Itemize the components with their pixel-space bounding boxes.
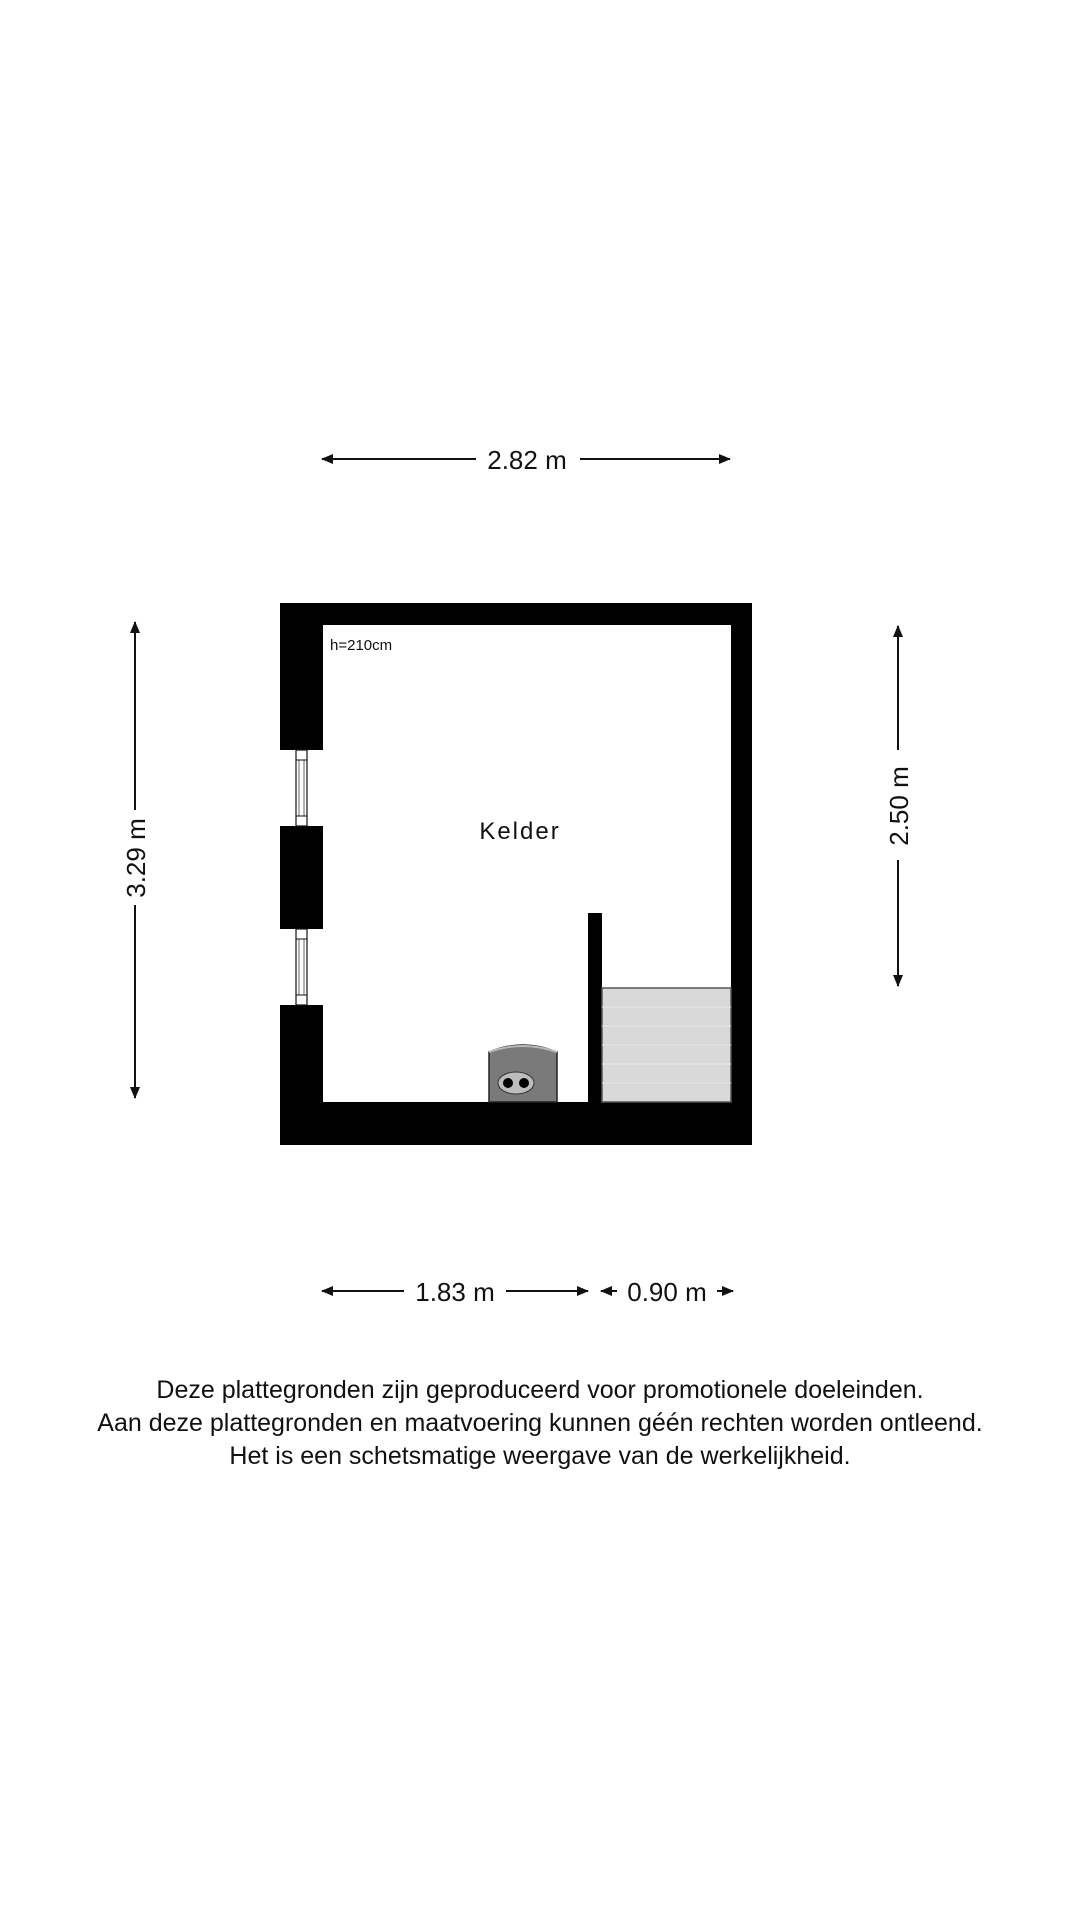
dimension-left-height	[121, 622, 151, 1098]
dimension-label-top: 2.82 m	[487, 445, 567, 475]
wall-bottom	[280, 1102, 752, 1145]
window-upper	[296, 750, 307, 826]
dimension-label-right: 2.50 m	[884, 766, 914, 846]
wall-left-lower	[280, 1005, 323, 1145]
ceiling-height-label: h=210cm	[330, 637, 393, 654]
dimension-label-bottom-right: 0.90 m	[627, 1277, 707, 1307]
staircase	[602, 988, 731, 1102]
wall-right	[731, 603, 752, 1145]
dimension-bottom-right-width	[601, 1277, 733, 1307]
disclaimer-line: Deze plattegronden zijn geproduceerd voor promotionele doeleinden.	[156, 1376, 924, 1404]
window-lower	[296, 929, 307, 1005]
wall-top	[280, 603, 752, 625]
dimension-bottom-left-width	[322, 1277, 588, 1307]
dimension-label-left: 3.29 m	[121, 818, 151, 898]
dimension-label-bottom-left: 1.83 m	[415, 1277, 495, 1307]
disclaimer-line: Aan deze plattegronden en maatvoering kunnen géén rechten worden ontleend.	[97, 1409, 983, 1437]
room-label-kelder: Kelder	[479, 818, 561, 845]
dimension-right-height	[884, 626, 914, 986]
wall-left-middle	[280, 826, 323, 929]
boiler-icon	[489, 1045, 557, 1102]
dimension-top-width	[322, 445, 730, 475]
disclaimer	[0, 1374, 1080, 1473]
stair-partition-wall	[588, 913, 602, 1102]
wall-left-upper	[280, 603, 323, 750]
disclaimer-line: Het is een schetsmatige weergave van de werkelijkheid.	[229, 1442, 851, 1470]
